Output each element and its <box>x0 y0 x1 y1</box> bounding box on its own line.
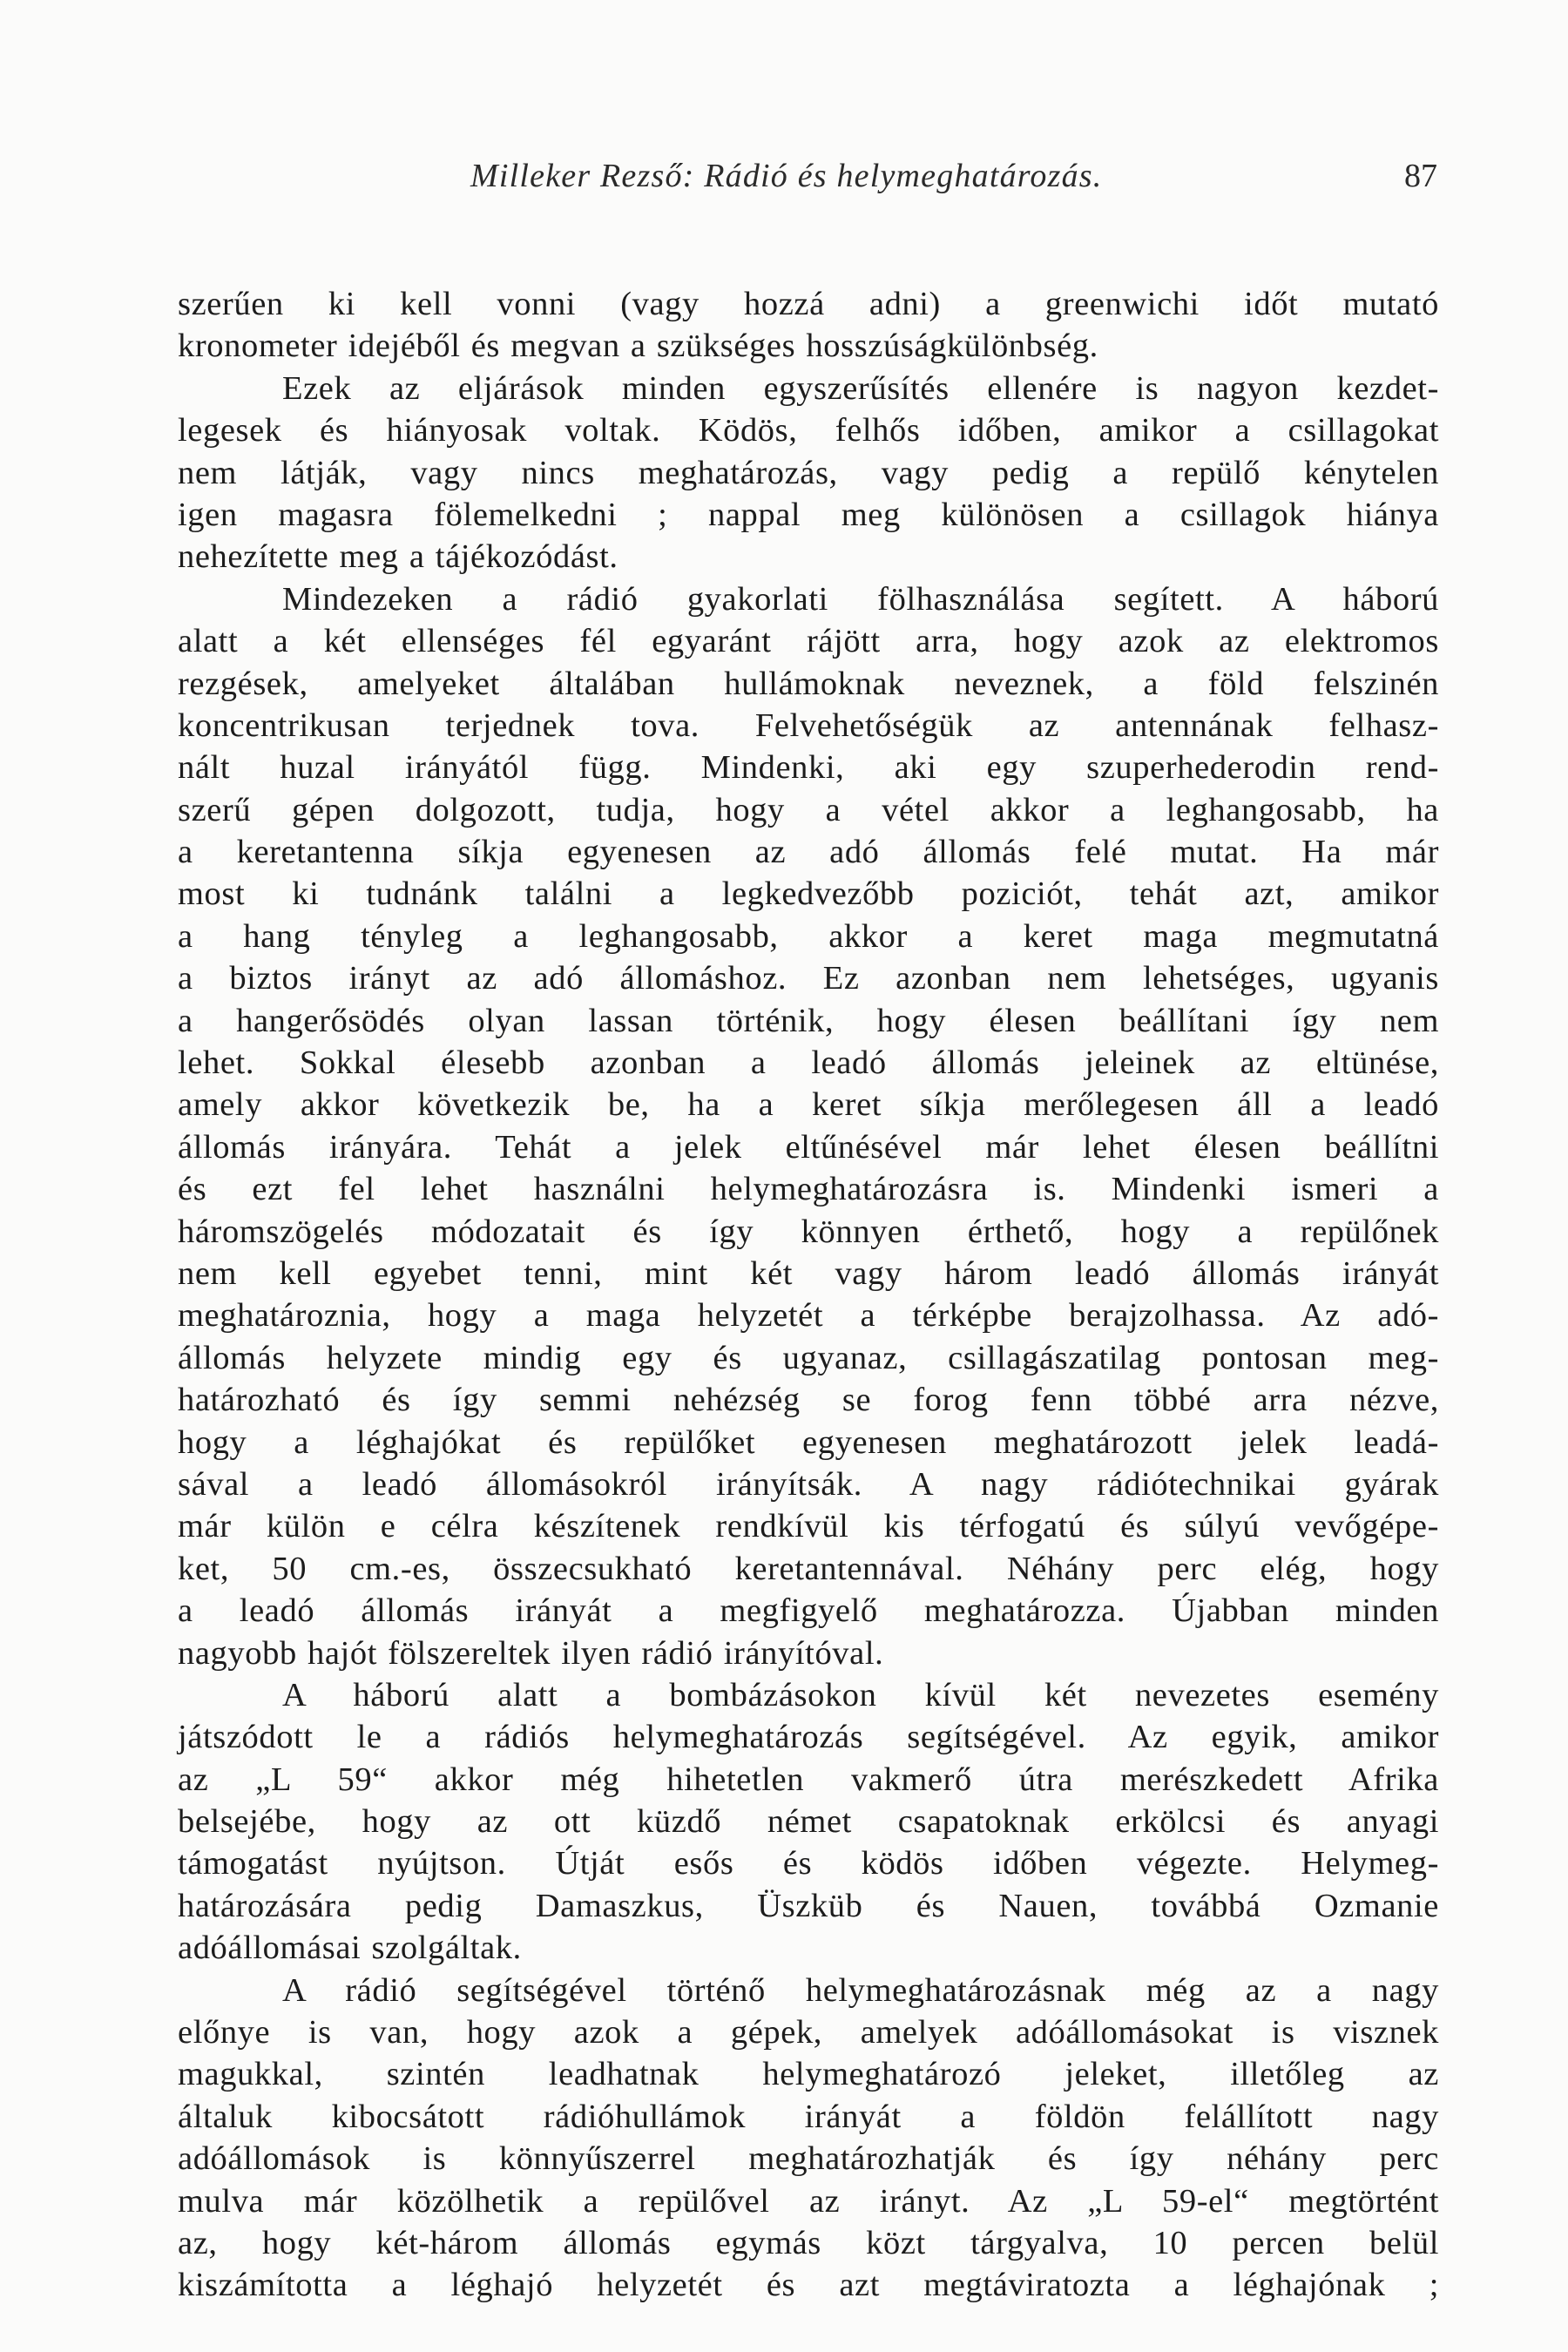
text-line: a hangerősödés olyan lassan történik, hogy élesen beállítani így nem <box>178 1002 1439 1039</box>
page-number: 87 <box>1404 158 1437 194</box>
text-line: koncentrikusan terjednek tova. Felvehetőségük az antennának felhasz- <box>178 706 1439 744</box>
text-line: a hang tényleg a leghangosabb, akkor a keret maga megmutatná <box>178 917 1439 955</box>
text-line: legesek és hiányosak voltak. Ködös, felhős időben, amikor a csillagokat <box>178 412 1439 449</box>
text-line: nált huzal irányától függ. Mindenki, aki egy szuperhederodin rend- <box>178 749 1439 787</box>
text-line: ket, 50 cm.-es, összecsukható keretantennával. Néhány perc elég, hogy <box>178 1550 1439 1587</box>
text-line: támogatást nyújtson. Útját esős és ködös időben végezte. Helymeg- <box>178 1845 1439 1882</box>
text-line: előnye is van, hogy azok a gépek, amelyek adóállomásokat is visznek <box>178 2014 1439 2051</box>
text-line: amely akkor következik be, ha a keret síkja merőlegesen áll a leadó <box>178 1086 1439 1124</box>
text-line: magukkal, szintén leadhatnak helymeghatározó jeleket, illetőleg az <box>178 2056 1439 2093</box>
text-line: kiszámította a léghajó helyzetét és azt megtáviratozta a léghajónak ; <box>178 2267 1439 2304</box>
text-line: hogy a léghajókat és repülőket egyenesen meghatározott jelek leadá- <box>178 1423 1439 1461</box>
text-line: A háború alatt a bombázásokon kívül két nevezetes esemény <box>282 1676 1439 1713</box>
text-line: nem látják, vagy nincs meghatározás, vagy pedig a repülő kénytelen <box>178 454 1439 491</box>
text-line: mulva már közölhetik a repülővel az irányt. Az „L 59-el“ megtörtént <box>178 2182 1439 2220</box>
text-line: lehet. Sokkal élesebb azonban a leadó állomás jeleinek az eltünése, <box>178 1044 1439 1082</box>
text-line: meghatároznia, hogy a maga helyzetét a térképbe berajzolhassa. Az adó- <box>178 1297 1439 1335</box>
text-line: határozható és így semmi nehézség se forog fenn többé arra nézve, <box>178 1382 1439 1419</box>
text-line: a keretantenna síkja egyenesen az adó állomás felé mutat. Ha már <box>178 834 1439 871</box>
text-line: belsejébe, hogy az ott küzdő német csapatoknak erkölcsi és anyagi <box>178 1803 1439 1841</box>
text-line: a leadó állomás irányát a megfigyelő meghatározza. Újabban minden <box>178 1592 1439 1630</box>
running-head <box>174 157 1437 209</box>
text-line: az „L 59“ akkor még hihetetlen vakmerő útra merészkedett Afrika <box>178 1761 1439 1798</box>
text-line: a biztos irányt az adó állomáshoz. Ez azonban nem lehetséges, ugyanis <box>178 960 1439 997</box>
text-line: adóállomások is könnyűszerrel meghatározhatják és így néhány perc <box>178 2140 1439 2178</box>
text-line: igen magasra fölemelkedni ; nappal meg különösen a csillagok hiánya <box>178 496 1439 533</box>
text-line: nagyobb hajót fölszereltek ilyen rádió irányítóval. <box>178 1634 884 1672</box>
text-line: A rádió segítségével történő helymeghatározásnak még az a nagy <box>282 1971 1439 2009</box>
text-line: állomás irányára. Tehát a jelek eltűnésével már lehet élesen beállítni <box>178 1128 1439 1166</box>
text-line: Mindezeken a rádió gyakorlati fölhasználása segített. A háború <box>282 580 1439 618</box>
text-line: már külön e célra készítenek rendkívül kis térfogatú és súlyú vevőgépe- <box>178 1508 1439 1545</box>
text-line: adóállomásai szolgáltak. <box>178 1930 522 1967</box>
running-title: Milleker Rezső: Rádió és helymeghatározás. <box>470 158 1103 194</box>
text-line: rezgések, amelyeket általában hullámoknak neveznek, a föld felszinén <box>178 665 1439 702</box>
text-line: alatt a két ellenséges fél egyaránt rájött arra, hogy azok az elektromos <box>178 623 1439 660</box>
text-line: játszódott le a rádiós helymeghatározás segítségével. Az egyik, amikor <box>178 1719 1439 1756</box>
text-line: az, hogy két-három állomás egymás közt tárgyalva, 10 percen belül <box>178 2224 1439 2261</box>
text-line: szerű gépen dolgozott, tudja, hogy a vétel akkor a leghangosabb, ha <box>178 791 1439 828</box>
text-line: állomás helyzete mindig egy és ugyanaz, csillagászatilag pontosan meg- <box>178 1339 1439 1376</box>
text-line: nehezítette meg a tájékozódást. <box>178 538 618 576</box>
text-line: szerűen ki kell vonni (vagy hozzá adni) a greenwichi időt mutató <box>178 286 1439 322</box>
body-text <box>178 283 1439 2307</box>
text-line: határozására pedig Damaszkus, Üszküb és Nauen, továbbá Ozmanie <box>178 1887 1439 1924</box>
text-line: kronometer idejéből és megvan a szükséges hosszúságkülönbség. <box>178 328 1098 365</box>
text-line: általuk kibocsátott rádióhullámok irányát a földön felállított nagy <box>178 2098 1439 2135</box>
text-line: Ezek az eljárások minden egyszerűsítés ellenére is nagyon kezdet- <box>282 369 1439 407</box>
text-line: most ki tudnánk találni a legkedvezőbb poziciót, tehát azt, amikor <box>178 875 1439 913</box>
text-line: nem kell egyebet tenni, mint két vagy három leadó állomás irányát <box>178 1254 1439 1292</box>
text-line: háromszögelés módozatait és így könnyen érthető, hogy a repülőnek <box>178 1213 1439 1250</box>
text-line: és ezt fel lehet használni helymeghatározásra is. Mindenki ismeri a <box>178 1171 1439 1208</box>
text-line: sával a leadó állomásokról irányítsák. A nagy rádiótechnikai gyárak <box>178 1465 1439 1503</box>
